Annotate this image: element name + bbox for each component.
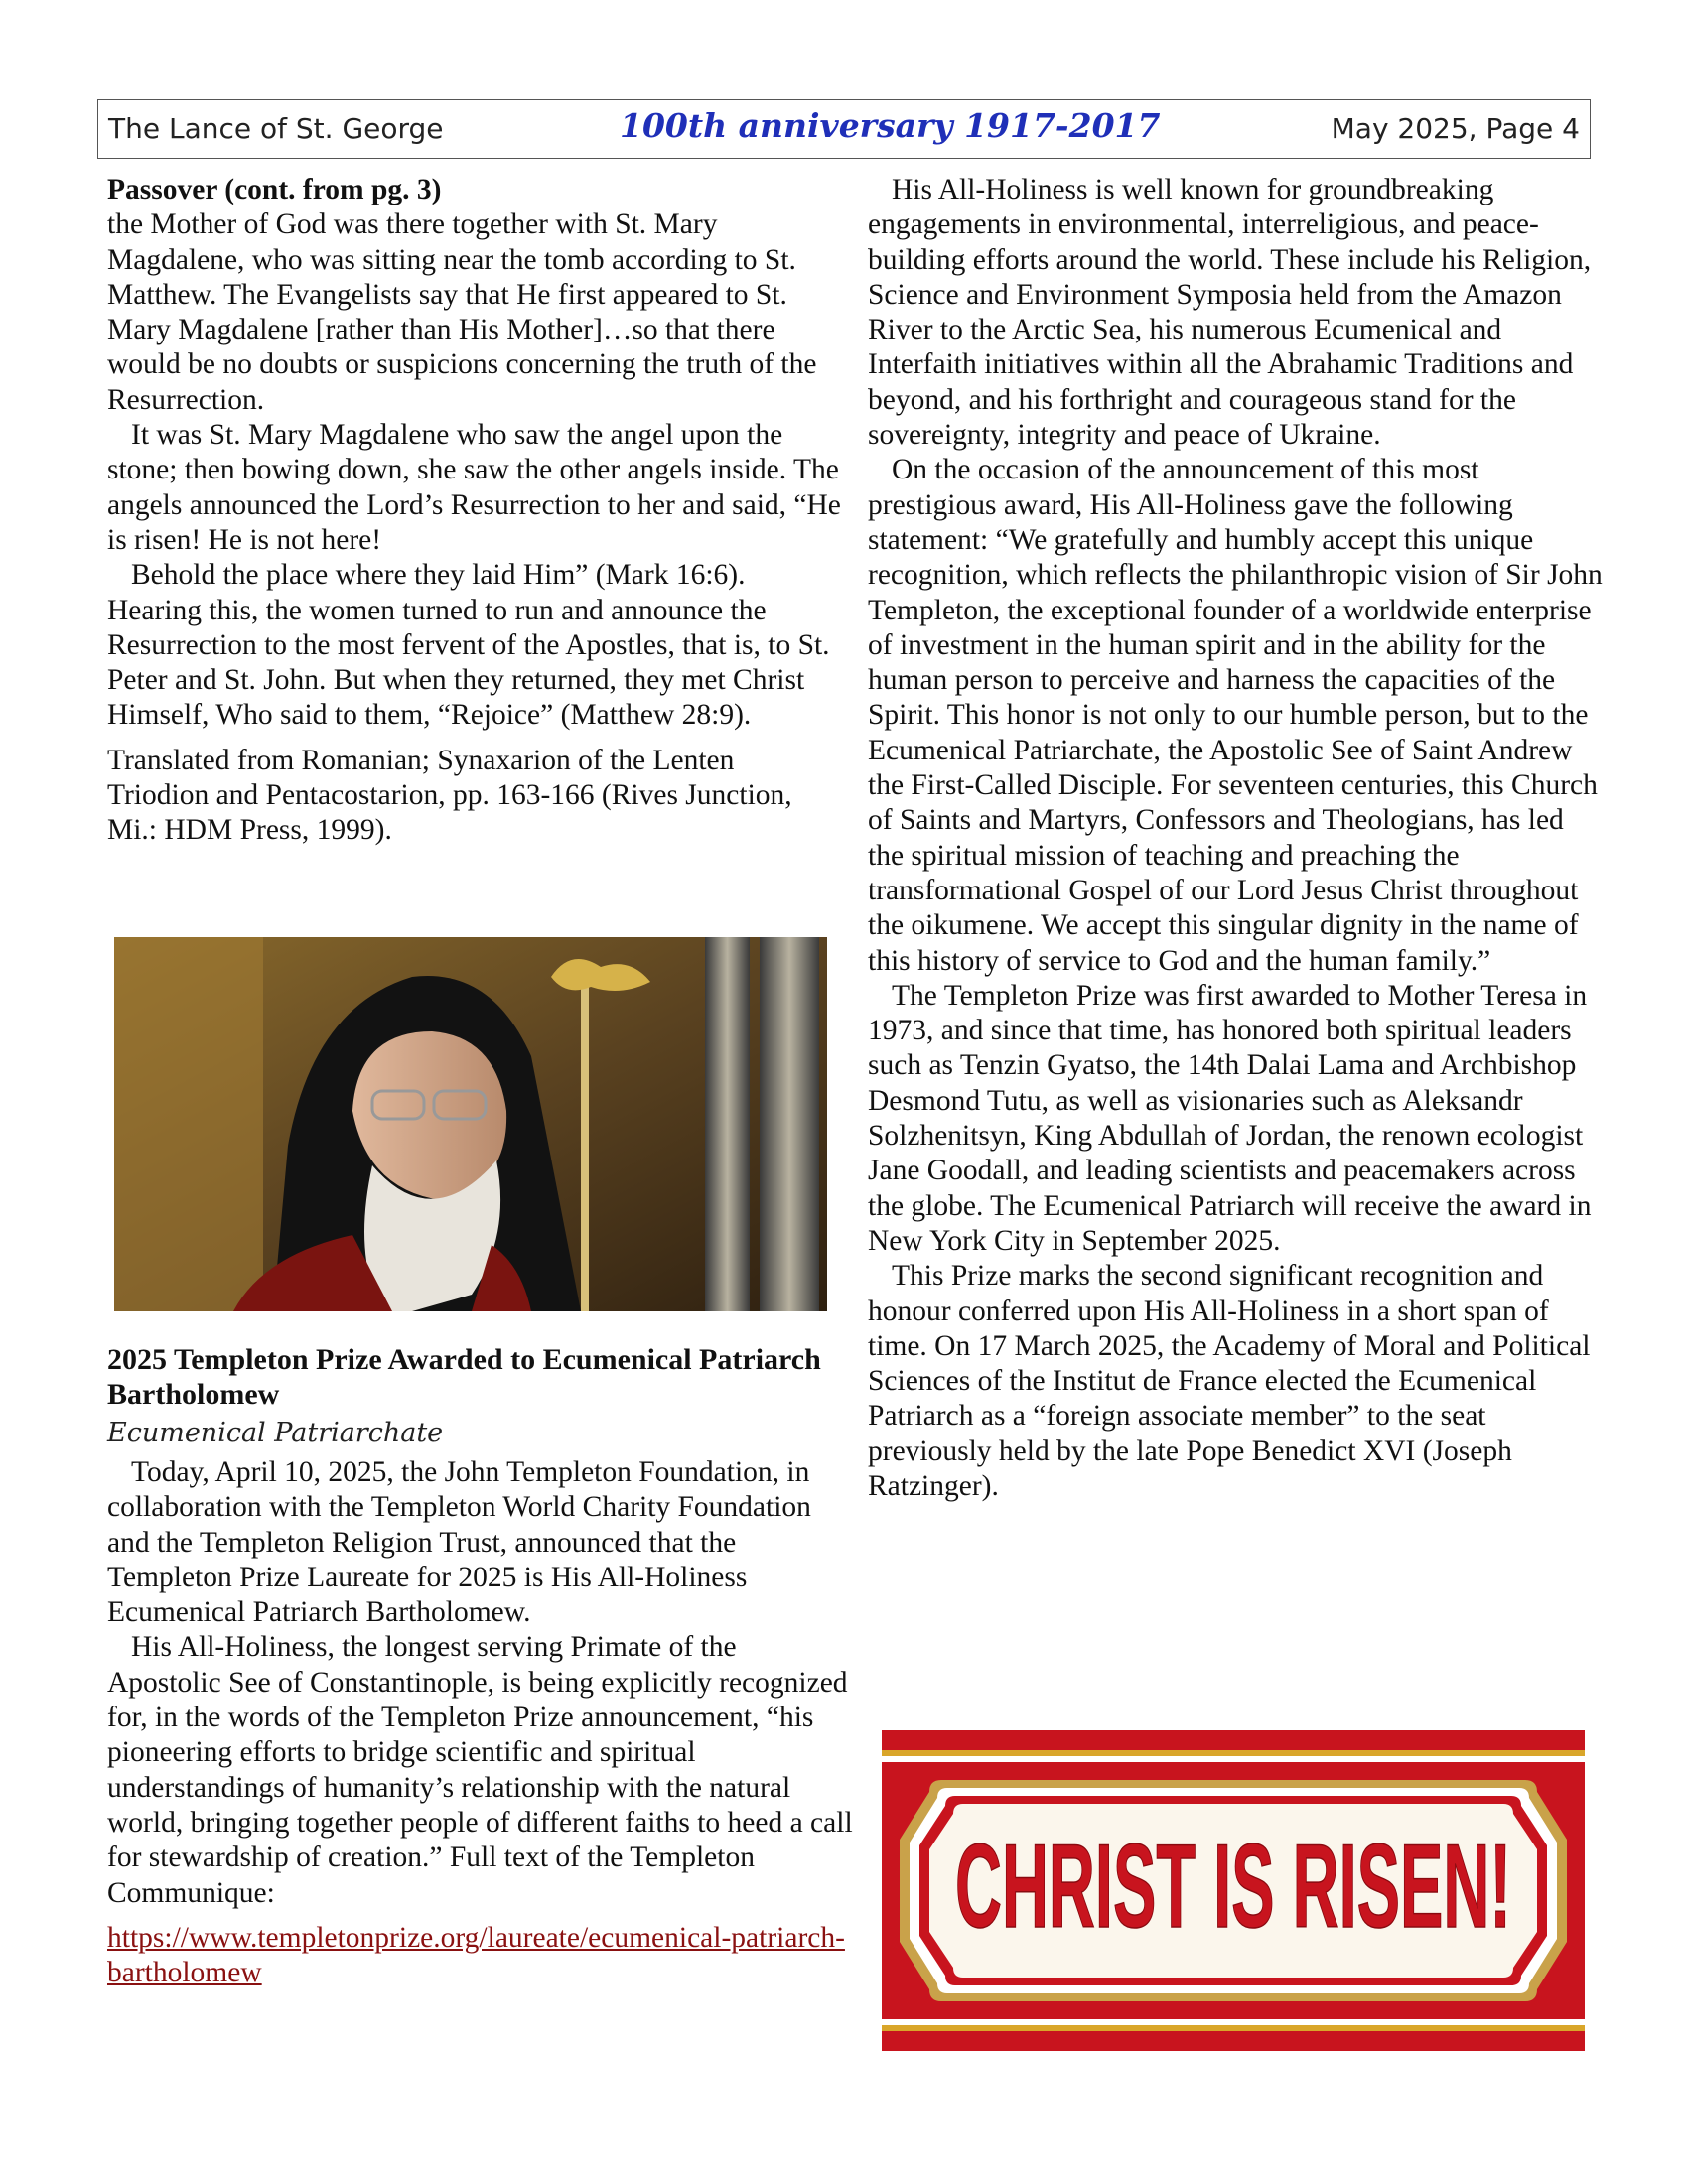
banner-text: CHRIST IS RISEN! xyxy=(955,1820,1511,1953)
passover-source: Translated from Romanian; Synaxarion of the Lenten Triodion and Pentacostarion, pp. 163-166 (Rives Junction, Mi.: HDM Press, 1999). xyxy=(107,744,792,847)
passover-title: Passover (cont. from pg. 3) xyxy=(107,174,442,205)
templeton-article-right xyxy=(868,173,1603,1504)
article-paragraph-6: This Prize marks the second significant recognition and honour conferred upon His All-Holiness in a short span of time. On 17 March 2025, the Academy of Moral and Political Sciences of the Institut de France elected the Ecumenical Patriarch as a “foreign associate member” to the seat previously held by the late Pope Benedict XVI (Joseph Ratzinger). xyxy=(868,1260,1591,1502)
passover-paragraph-3: Behold the place where they laid Him” (Mark 16:6). Hearing this, the women turned to run and announce the Resurrection to the most fervent of the Apostles, that is, to St. Peter and St. John. But when they returned, they met Christ Himself, Who said to them, “Rejoice” (Matthew 28:9). xyxy=(107,559,830,732)
anniversary-tagline: 100th anniversary 1917-2017 xyxy=(620,106,1161,145)
article-byline: Ecumenical Patriarchate xyxy=(107,1418,444,1448)
passover-continuation xyxy=(107,173,842,849)
article-paragraph-1: Today, April 10, 2025, the John Templeton Foundation, in collaboration with the Templeton World Charity Foundation and the Templeton Religion Trust, announced that the Templeton Prize Laureate for 2025 is His All-Holiness Ecumenical Patriarch Bartholomew. xyxy=(107,1456,811,1629)
christ-is-risen-banner xyxy=(882,1730,1585,2051)
passover-paragraph-2: It was St. Mary Magdalene who saw the angel upon the stone; then bowing down, she saw the other angels inside. The angels announced the Lord’s Resurrection to her and said, “He is risen! He is not here! xyxy=(107,419,841,556)
patriarch-photo xyxy=(114,937,827,1311)
newsletter-name: The Lance of St. George xyxy=(108,112,444,145)
article-paragraph-2: His All-Holiness, the longest serving Primate of the Apostolic See of Constantinople, is being explicitly recognized for, in the words of the Templeton Prize announcement, “his pioneering efforts to bridge scientific and spiritual understandings of humanity’s relationship with the natural world, bringing together people of different faiths to heed a call for stewardship of creation.” Full text of the Templeton Communique: xyxy=(107,1631,853,1909)
article-paragraph-4: On the occasion of the announcement of this most prestigious award, His All-Holiness gave the following statement: “We gratefully and humbly accept this unique recognition, which reflects the philanthropic vision of Sir John Templeton, the exceptional founder of a worldwide enterprise of investment in the human spirit and in the ability for the human person to perceive and harness the capacities of the Spirit. This honor is not only to our humble person, but to the Ecumenical Patriarchate, the Apostolic See of Saint Andrew the First-Called Disciple. For seventeen centuries, this Church of Saints and Martyrs, Confessors and Theologians, has led the spiritual mission of teaching and preaching the transformational Gospel of our Lord Jesus Christ throughout the oikumene. We accept this singular dignity in the name of this history of service to God and the human family.” xyxy=(868,454,1603,977)
article-paragraph-5: The Templeton Prize was first awarded to Mother Teresa in 1973, and since that time, has honored both spiritual leaders such as Tenzin Gyatso, the 14th Dalai Lama and Archbishop Desmond Tutu, as well as visionaries such as Aleksandr Solzhenitsyn, King Abdullah of Jordan, the renown ecologist Jane Goodall, and leading scientists and peacemakers across the globe. The Ecumenical Patriarch will receive the award in New York City in September 2025. xyxy=(868,979,1592,1257)
issue-date-page: May 2025, Page 4 xyxy=(1331,112,1580,145)
passover-paragraph-1: the Mother of God was there together with St. Mary Magdalene, who was sitting near the tomb according to St. Matthew. The Evangelists say that He first appeared to St. Mary Magdalene [rather than His Mother]…so that there would be no doubts or suspicions concerning the truth of the Resurrection. xyxy=(107,208,817,416)
article-title: 2025 Templeton Prize Awarded to Ecumenical Patriarch Bartholomew xyxy=(107,1343,821,1411)
templeton-article-left xyxy=(107,1342,854,1990)
article-paragraph-3: His All-Holiness is well known for groundbreaking engagements in environmental, interreligious, and peace-building efforts around the world. These include his Religion, Science and Environment Symposia held from the Amazon River to the Arctic Sea, his numerous Ecumenical and Interfaith initiatives within all the Abrahamic Traditions and beyond, and his forthright and courageous stand for the sovereignty, integrity and peace of Ukraine. xyxy=(868,174,1592,452)
page-header xyxy=(97,99,1591,159)
templeton-communique-link[interactable]: https://www.templetonprize.org/laureate/ecumenical-patriarch-bartholomew xyxy=(107,1921,845,1989)
